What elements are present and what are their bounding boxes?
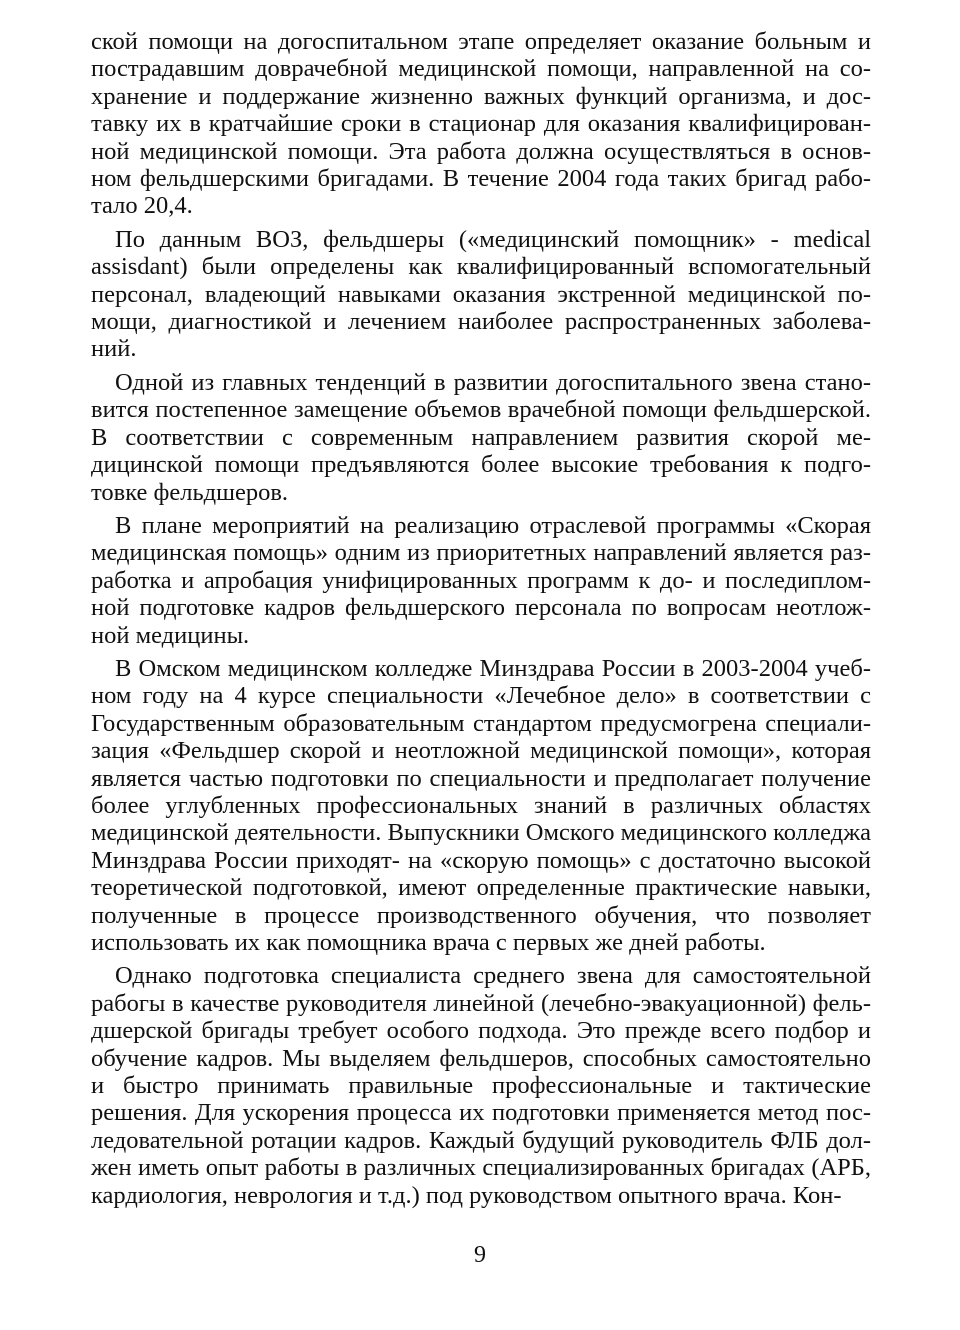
document-page bbox=[91, 28, 871, 1215]
paragraph-training-approach: Однако подготовка специалиста среднего звена для самостоятельной рабогы в качестве руководителя линейной (лечебно-эвакуационной) фельдшерской бригады требует особого подхода. Это прежде всего подбор и обучение кадров. Мы выделяем фельдшеров, способных самостоятельно и быстро принимать правильные профессиональные и тактические решения. Для ускорения процесса их подготовки применяется метод последовательной ротации кадров. Каждый будущий руководитель ФЛБ должен иметь опыт работы в различных специализированных бригадах (АРБ, кардиология, неврология и т.д.) под руководством опытного врача. Кон- bbox=[91, 962, 871, 1209]
paragraph-omsk-college: В Омском медицинском колледже Минздрава России в 2003-2004 учебном году на 4 курсе специальности «Лечебное дело» в соответствии с Государственным образовательным стандартом предусмогрена специализация «Фельдшер скорой и неотложной медицинской помощи», которая является частью подготовки по специальности и предполагает получение более углубленных профессиональных знаний в различных областях медицинской деятельности. Выпускники Омского медицинского колледжа Минздрава России приходят- на «скорую помощь» с достаточно высокой теоретической подготовкой, имеют определенные практические навыки, полученные в процессе производственного обучения, что позволяет использовать их как помощника врача с первых же дней работы. bbox=[91, 654, 872, 956]
paragraph-continuation: ской помощи на догоспитальном этапе определяет оказание больным и пострадавшим доврачебной медицинской помощи, направленной на сохранение и поддержание жизненно важных функций организма, и доставку их в кратчайшие сроки в стационар для оказания квалифицированной медицинской помощи. Эта работа должна осуществляться в основном фельдшерскими бригадами. В течение 2004 года таких бригад работало 20,4. bbox=[91, 28, 871, 220]
paragraph-who-definition: По данным ВОЗ, фельдшеры («медицинский помощник» - medical assisdant) были определены как квалифицированный вспомогательный персонал, владеющий навыками оказания экстренной медицинской помощи, диагностикой и лечением наиболее распространенных заболеваний. bbox=[91, 225, 871, 363]
paragraph-program-plan: В плане мероприятий на реализацию отраслевой программы «Скорая медицинская помощь» одним из приоритетных направлений является разработка и апробация унифицированных программ к до- и последипломной подготовке кадров фельдшерского персонала по вопросам неотложной медицины. bbox=[91, 511, 871, 649]
page-number: 9 bbox=[474, 1242, 486, 1268]
paragraph-trends: Одной из главных тенденций в развитии догоспитального звена становится постепенное замещение объемов врачебной помощи фельдшерской. В соответствии с современным направлением развития скорой медицинской помощи предъявляются более высокие требования к подготовке фельдшеров. bbox=[91, 368, 871, 506]
